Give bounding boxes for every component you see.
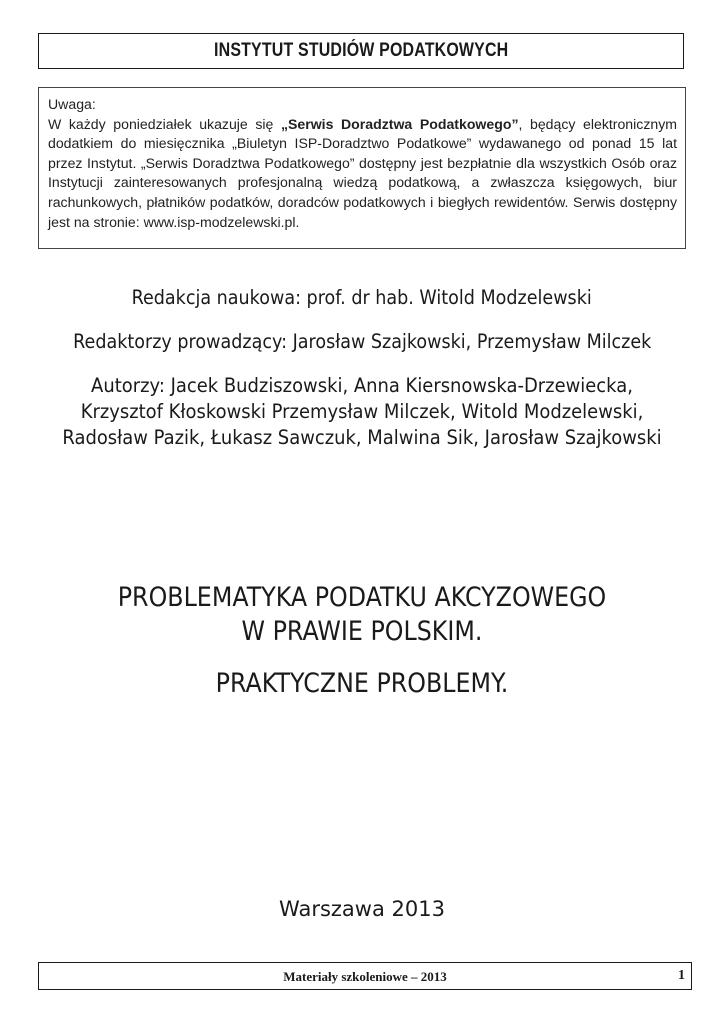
notice-label: Uwaga: bbox=[48, 96, 96, 112]
notice-body bbox=[48, 115, 677, 233]
scientific-editor bbox=[30, 286, 694, 309]
page-number: 1 bbox=[678, 968, 685, 983]
header-box bbox=[38, 33, 684, 69]
document-subtitle bbox=[20, 667, 704, 701]
authors bbox=[30, 373, 694, 451]
notice-bold-title: „Serwis Doradztwa Podatkowego” bbox=[280, 115, 519, 132]
title-line-1: PROBLEMATYKA PODATKU AKCYZOWEGO bbox=[117, 582, 607, 613]
scientific-editor-text: Redakcja naukowa: prof. dr hab. Witold Modzelewski bbox=[131, 286, 593, 309]
title-line-2: W PRAWIE POLSKIM. bbox=[241, 616, 483, 647]
authors-text: Autorzy: Jacek Budziszowski, Anna Kiersnowska-Drzewiecka, Krzysztof Kłoskowski Przemysław Milczek, Witold Modzelewski, Radosław Pazik, Łukasz Sawczuk, Malwina Sik, Jarosław Szajkowski bbox=[62, 374, 662, 449]
managing-editors bbox=[30, 330, 694, 353]
place-and-year: Warszawa 2013 bbox=[279, 897, 445, 921]
notice-text-before: W każdy poniedziałek ukazuje się bbox=[48, 115, 281, 132]
notice-box bbox=[38, 87, 686, 249]
subtitle-text: PRAKTYCZNE PROBLEMY. bbox=[215, 668, 509, 699]
footer-text: Materiały szkoleniowe – 2013 bbox=[283, 969, 447, 984]
notice-text-after: , będący elektronicznym dodatkiem do miesięcznika „Biuletyn ISP-Doradztwo Podatkowe” wydawanego od ponad 15 lat przez Instytut. „Serwis Doradztwa Podatkowego” dostępny jest bezpłatnie dla wszystkich Osób oraz Instytucji zainteresowanych profesjonalną wiedzą podatkową, a zwłaszcza księgowych, biur rachunkowych, płatników podatków, doradców podatkowych i biegłych rewidentów. Serwis dostępny jest na stronie: www.isp-modzelewski.pl. bbox=[48, 115, 677, 230]
institute-title: INSTYTUT STUDIÓW PODATKOWYCH bbox=[213, 40, 509, 61]
footer-box bbox=[38, 962, 692, 990]
document-title bbox=[20, 581, 704, 649]
managing-editors-text: Redaktorzy prowadzący: Jarosław Szajkowski, Przemysław Milczek bbox=[72, 330, 652, 353]
